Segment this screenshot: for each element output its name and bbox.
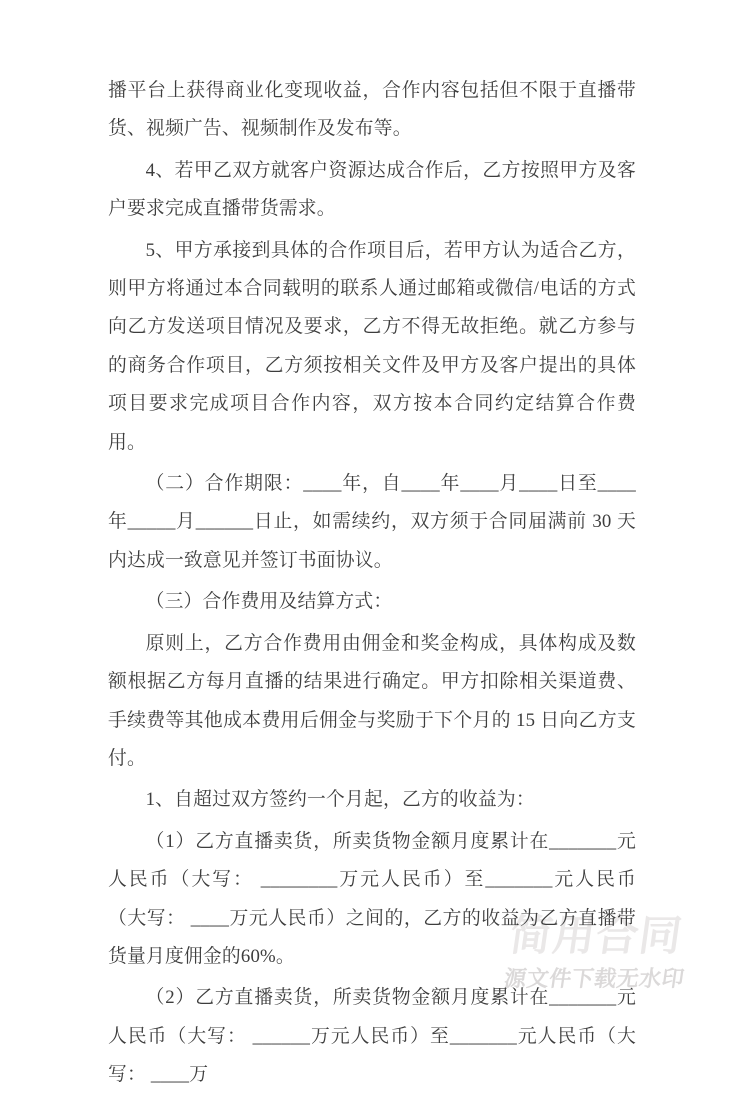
- clause-revenue-intro: 1、自超过双方签约一个月起，乙方的收益为：: [145, 789, 535, 811]
- watermark-subtitle: 源文件下载无水印: [502, 966, 687, 991]
- clause-cooperation-term: （二）合作期限：____年，自____年____月____日至____年_____月______日止，如需续约，双方须于合同届满前 30 天内达成一致意见并签订书面协议。: [108, 473, 636, 571]
- clause-4-customer-resources: 4、若甲乙双方就客户资源达成合作后，乙方按照甲方及客户要求完成直播带货需求。: [108, 159, 636, 220]
- clause-revenue-tier-1: （1）乙方直播卖货，所卖货物金额月度累计在_______元人民币（大写： ________万元人民币）至_______元人民币（大写： ____万元人民币）之间的，乙方的收益为乙方直播带货量月度佣金的60%。: [108, 830, 636, 967]
- watermark-title: 简用合同: [507, 912, 686, 959]
- clause-cooperation-content-continued: 播平台上获得商业化变现收益，合作内容包括但不限于直播带货、视频广告、视频制作及发布等。: [108, 80, 636, 140]
- clause-revenue-tier-2: （2）乙方直播卖货，所卖货物金额月度累计在_______元人民币（大写： ______万元人民币）至_______元人民币（大写： ____万: [108, 987, 636, 1086]
- clause-5-project-assignment: 5、甲方承接到具体的合作项目后，若甲方认为适合乙方，则甲方将通过本合同载明的联系人通过邮箱或微信/电话的方式向乙方发送项目情况及要求，乙方不得无故拒绝。就乙方参与的商务合作项目，乙方须按相关文件及甲方及客户提出的具体项目要求完成项目合作内容，双方按本合同约定结算合作费用。: [108, 239, 636, 453]
- clause-fees-principle: 原则上，乙方合作费用由佣金和奖金构成，具体构成及数额根据乙方每月直播的结果进行确定。甲方扣除相关渠道费、手续费等其他成本费用后佣金与奖励于下个月的 15 日向乙方支付。: [108, 632, 636, 769]
- contract-body: [108, 72, 636, 1098]
- clause-fees-heading: （三）合作费用及结算方式：: [145, 591, 393, 613]
